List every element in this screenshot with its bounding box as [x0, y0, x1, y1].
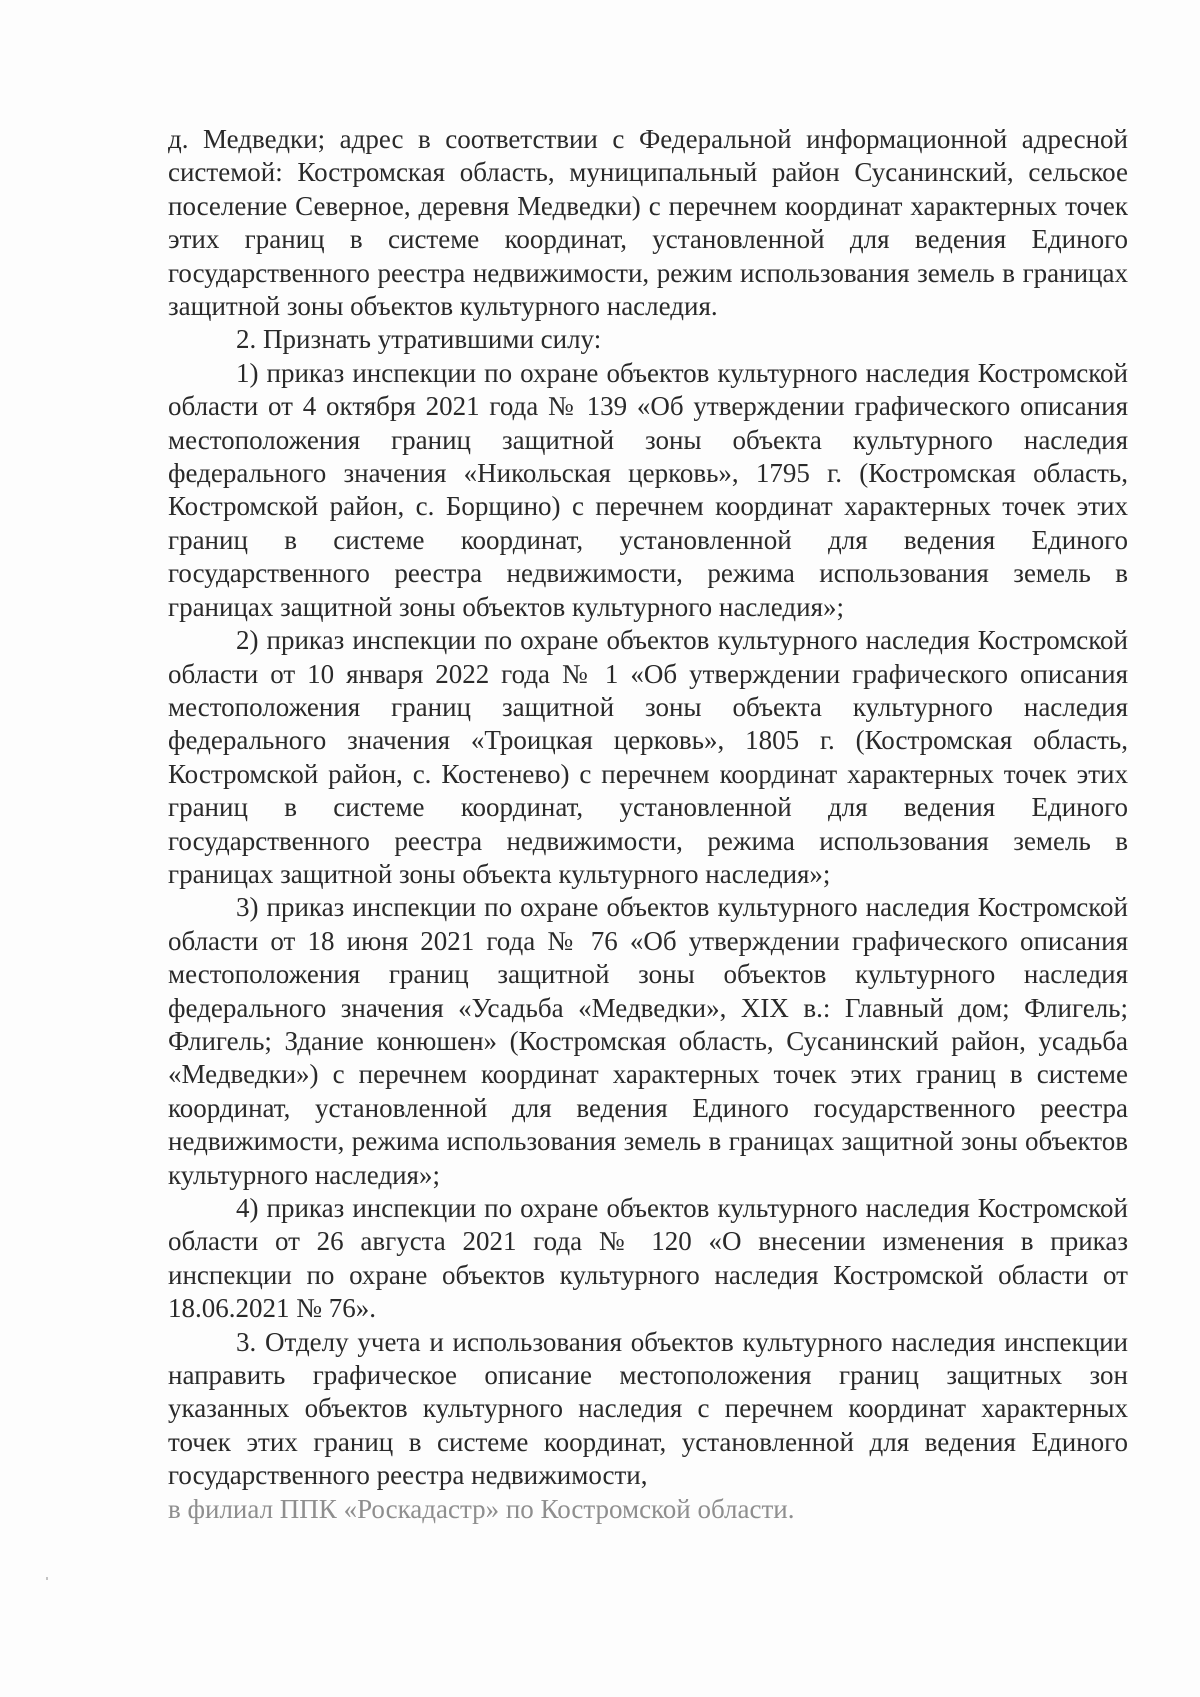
paragraph-subitem-2: 2) приказ инспекции по охране объектов культурного наследия Костромской области от 10 января 2022 года № 1 «Об утверждении графического описания местоположения границ защитной зоны объекта культурного наследия федерального значения «Троицкая церковь», 1805 г. (Костромская область, Костромской район, с. Костенево) с перечнем координат характерных точек этих границ в системе координат, установленной для ведения Единого государственного реестра недвижимости, режима использования земель в границах защитной зоны объекта культурного наследия»;	[168, 625, 1128, 889]
paragraph-item-3-last-line: в филиал ППК «Роскадастр» по Костромской области.	[168, 1493, 795, 1524]
paragraph-subitem-1: 1) приказ инспекции по охране объектов культурного наследия Костромской области от 4 октября 2021 года № 139 «Об утверждении графического описания местоположения границ защитной зоны объекта культурного наследия федерального значения «Никольская церковь», 1795 г. (Костромская область, Костромской район, с. Борщино) с перечнем координат характерных точек этих границ в системе координат, установленной для ведения Единого государственного реестра недвижимости, режима использования земель в границах защитной зоны объектов культурного наследия»;	[168, 357, 1128, 622]
paragraph-subitem-3: 3) приказ инспекции по охране объектов культурного наследия Костромской области от 18 июня 2021 года № 76 «Об утверждении графического описания местоположения границ защитной зоны объектов культурного наследия федерального значения «Усадьба «Медведки», XIX в.: Главный дом; Флигель; Флигель; Здание конюшен» (Костромская область, Сусанинский район, усадьба «Медведки») с перечнем координат характерных точек этих границ в системе координат, установленной для ведения Единого государственного реестра недвижимости, режима использования земель в границах защитной зоны объектов культурного наследия»;	[168, 892, 1128, 1190]
document-body	[168, 123, 1128, 1526]
paragraph-item-2-heading: 2. Признать утратившими силу:	[236, 324, 602, 355]
scan-artifact	[46, 1577, 48, 1580]
paragraph-subitem-4: 4) приказ инспекции по охране объектов культурного наследия Костромской области от 26 августа 2021 года № 120 «О внесении изменения в приказ инспекции по охране объектов культурного наследия Костромской области от 18.06.2021 № 76».	[168, 1193, 1128, 1324]
paragraph-item-3: 3. Отделу учета и использования объектов культурного наследия инспекции направить графическое описание местоположения границ защитных зон указанных объектов культурного наследия с перечнем координат характерных точек этих границ в системе координат, установленной для ведения Единого государственного реестра недвижимости,	[168, 1326, 1128, 1491]
paragraph-address-continuation: д. Медведки; адрес в соответствии с Федеральной информационной адресной системой: Костромская область, муниципальный район Сусанинский, сельское поселение Северное, деревня Медведки) с перечнем координат характерных точек этих границ в системе координат, установленной для ведения Единого государственного реестра недвижимости, режим использования земель в границах защитной зоны объектов культурного наследия.	[168, 124, 1128, 322]
